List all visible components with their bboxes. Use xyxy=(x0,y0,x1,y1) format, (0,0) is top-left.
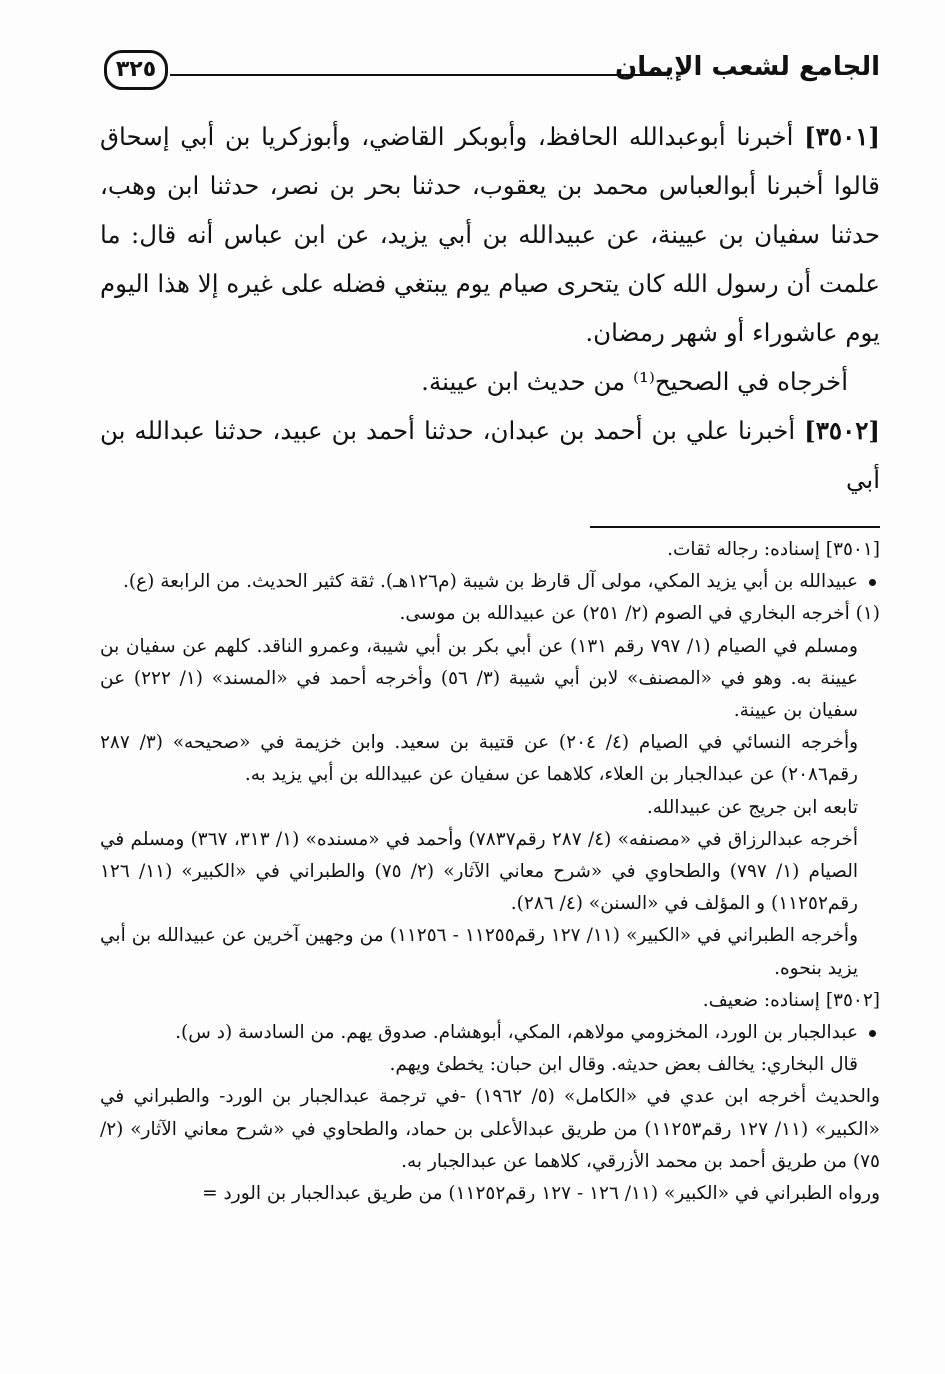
footnote-paragraph: ورواه الطبراني في «الكبير» (١١/ ١٢٦ - ١٢٧ رقم١١٢٥٢) من طريق عبدالجبار بن الورد = xyxy=(202,1183,880,1205)
footnote-paragraph: وأخرجه الطبراني في «الكبير» (١١/ ١٢٧ رقم١١٢٥٥ - ١١٢٥٦) من وجهين آخرين عن عبيدالله بن أبي يزيد بنحوه. xyxy=(100,925,859,979)
header-rule xyxy=(170,74,670,76)
hadith-body: أخبرنا أبوعبدالله الحافظ، وأبوبكر القاضي، وأبوزكريا بن أبي إسحاق قالوا أخبرنا أبوالعباس محمد بن يعقوب، حدثنا بحر بن نصر، حدثنا ابن وهب، حدثنا سفيان بن عيينة، عن عبيدالله بن أبي يزيد، عن ابن عباس أنه قال: ما علمت أن رسول الله كان يتحرى صيام يوم يبتغي فضله على غيره إلا هذا اليوم يوم عاشوراء أو شهر رمضان. xyxy=(100,122,880,347)
takhrij-line: أخرجاه في الصحيح⁽¹⁾ من حديث ابن عيينة. xyxy=(421,367,848,396)
isnad-3502: [٣٥٠٢] إسناده: ضعيف. xyxy=(702,989,880,1011)
footnote-paragraph: أخرجه عبدالرزاق في «مصنفه» (٤/ ٢٨٧ رقم٧٨٣٧) وأحمد في «مسنده» (١/ ٣١٣، ٣٦٧) ومسلم في الصيام (١/ ٧٩٧) والطحاوي في «شرح معاني الآثار» (٢/ ٧٥) والطبراني في «الكبير» (١١/ ١٢٦ رقم١١٢٥٢) و المؤلف في «السنن» (٤/ ٢٨٦). xyxy=(100,828,858,915)
footnote-1: (١) أخرجه البخاري في الصوم (٢/ ٢٥١) عن عبيدالله بن موسى. xyxy=(399,603,880,625)
book-title: الجامع لشعب الإيمان xyxy=(615,52,880,82)
hadith-number: [٣٥٠١] xyxy=(804,122,880,151)
page-number: ٣٢٥ xyxy=(104,50,168,90)
page-header xyxy=(100,38,880,112)
narrator-note: عبيدالله بن أبي يزيد المكي، مولى آل قارظ بن شيبة (م١٢٦هـ). ثقة كثير الحديث. من الرابعة (ع). xyxy=(100,566,880,598)
footnote-paragraph: ومسلم في الصيام (١/ ٧٩٧ رقم ١٣١) عن أبي بكر بن أبي شيبة، وعمرو الناقد. كلهم عن سفيان بن عيينة به. وهو في «المصنف» لابن أبي شيبة (٣/ ٥٦) وأخرجه أحمد في «المسند» (١/ ٢٢٢) عن سفيان بن عيينة. xyxy=(100,635,858,722)
footnote-separator xyxy=(590,526,880,528)
hadith-number: [٣٥٠٢] xyxy=(804,416,880,445)
main-text xyxy=(100,112,880,504)
hadith-3501 xyxy=(100,112,880,357)
footnote-paragraph: تابعه ابن جريج عن عبيدالله. xyxy=(646,796,858,818)
footnote-paragraph: قال البخاري: يخالف بعض حديثه. وقال ابن حبان: يخطئ ويهم. xyxy=(389,1054,858,1076)
footnote-paragraph: وأخرجه النسائي في الصيام (٤/ ٢٠٤) عن قتيبة بن سعيد. وابن خزيمة في «صحيحه» (٣/ ٢٨٧ رقم٢٠٨٦) عن عبدالجبار بن العلاء، كلاهما عن سفيان عن عبيدالله بن أبي يزيد به. xyxy=(100,732,859,786)
hadith-body: أخبرنا علي بن أحمد بن عبدان، حدثنا أحمد بن عبيد، حدثنا عبدالله بن أبي xyxy=(100,416,880,494)
document-page xyxy=(100,38,880,1210)
isnad-3501: [٣٥٠١] إسناده: رجاله ثقات. xyxy=(667,539,880,560)
footnote-paragraph: والحديث أخرجه ابن عدي في «الكامل» (٥/ ١٩٦٢) -في ترجمة عبدالجبار بن الورد- والطبراني في «الكبير» (١١/ ١٢٧ رقم١١٢٥٣) من طريق عبدالأعلى بن حماد، والطحاوي في «شرح معاني الآثار» (٢/ ٧٥) من طريق أحمد بن محمد الأزرقي، كلاهما عن عبدالجبار به. xyxy=(100,1086,880,1172)
footnotes xyxy=(100,534,880,1210)
narrator-note: عبدالجبار بن الورد، المخزومي مولاهم، المكي، أبوهشام. صدوق يهم. من السادسة (د س). xyxy=(100,1017,880,1049)
hadith-3502 xyxy=(100,406,880,504)
